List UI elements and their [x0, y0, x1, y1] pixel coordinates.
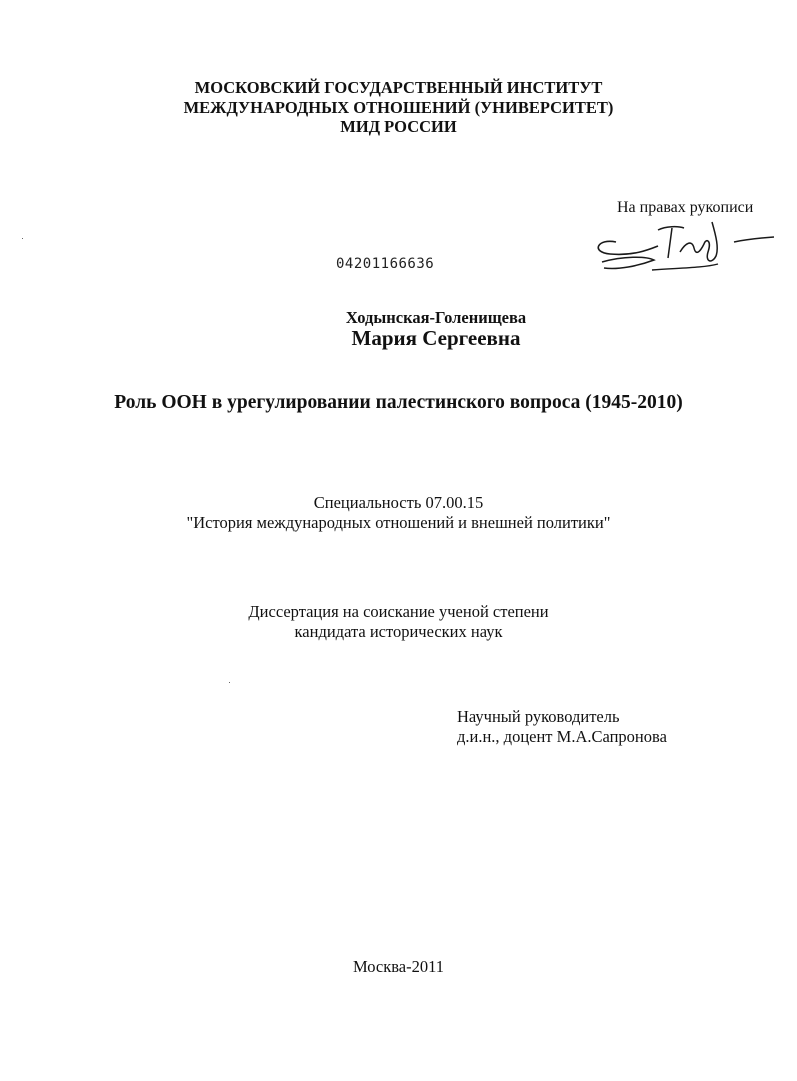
- degree-line-2: кандидата исторических наук: [294, 621, 503, 641]
- supervisor-label: Научный руководитель: [457, 707, 620, 726]
- scan-speck: [229, 682, 230, 683]
- scan-speck: [22, 238, 23, 239]
- supervisor-person: д.и.н., доцент М.А.Сапронова: [457, 726, 667, 746]
- specialty-block: [0, 493, 797, 532]
- specialty-code: Специальность 07.00.15: [313, 493, 484, 512]
- thesis-title: Роль ООН в урегулировании палестинского вопроса (1945-2010): [114, 392, 683, 413]
- degree-block: [0, 602, 797, 641]
- author-name: Мария Сергеевна: [351, 326, 521, 350]
- institution-line-2: МЕЖДУНАРОДНЫХ ОТНОШЕНИЙ (УНИВЕРСИТЕТ): [183, 97, 614, 117]
- supervisor-block: [457, 707, 667, 746]
- specialty-name: "История международных отношений и внешней политики": [186, 512, 611, 532]
- institution-line-3: МИД РОССИИ: [340, 117, 457, 136]
- manuscript-rights-note: На правах рукописи: [617, 199, 754, 216]
- city-year: Москва-2011: [352, 957, 445, 976]
- degree-line-1: Диссертация на соискание ученой степени: [248, 602, 549, 621]
- document-registration-code: 04201166636: [336, 256, 435, 272]
- institution-header: [0, 78, 797, 137]
- signature: [588, 212, 778, 278]
- institution-line-1: МОСКОВСКИЙ ГОСУДАРСТВЕННЫЙ ИНСТИТУТ: [194, 78, 603, 97]
- author-surname: Ходынская-Голенищева: [345, 308, 527, 327]
